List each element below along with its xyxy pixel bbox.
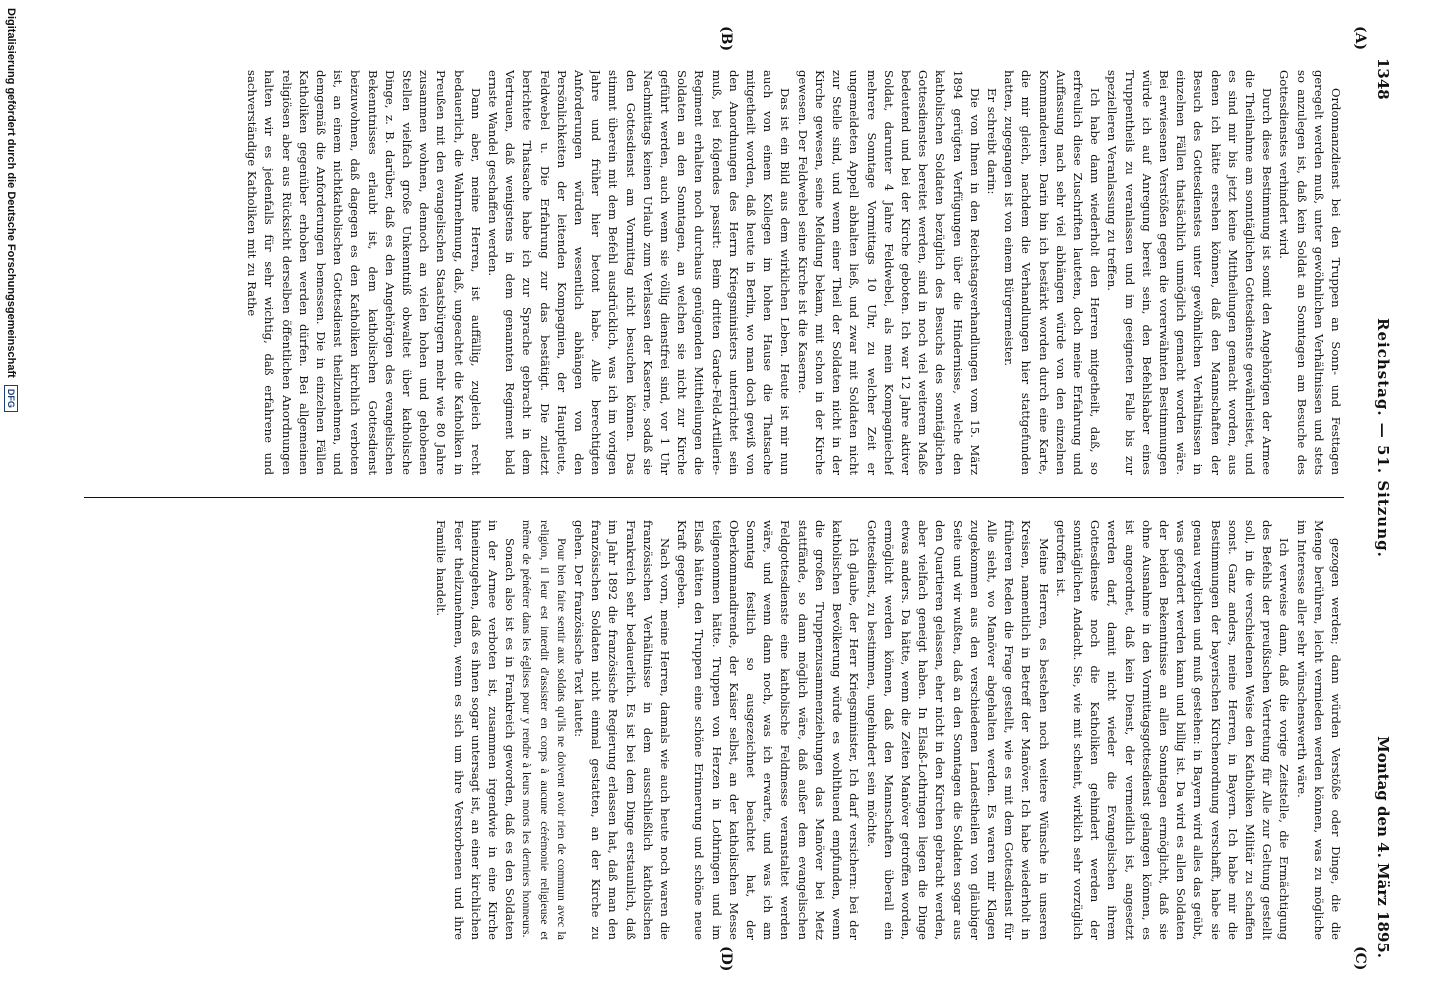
session-date: Montag den 4. März 1895. (1374, 736, 1392, 958)
margin-marker-b: (B) (718, 26, 734, 52)
column-divider (84, 497, 1344, 498)
margin-marker-c: (C) (1352, 946, 1368, 971)
margin-marker-a: (A) (1352, 26, 1368, 51)
paragraph: Die von Ihnen in den Reichstagsverhandlungen vom 15. März 1894 gerügten Verfügungen über die Hindernisse, welche den katholischen Soldaten bezüglich des Besuchs des sonntäglichen Gottesdienstes bereitet werden, sind in noch viel weiterem Maße bedeutend und bei der Kirche geboten. Ich war 12 Jahre aktiver Soldat, darunter 4 Jahre Feldwebel, als mein Kompagniechef mehrere Sonntage Vormittags 10 Uhr, zu welcher Zeit er ungemeldeten Appell abhalten ließ, und zwar mit Soldaten nicht zur Stelle sind, und wenn einer Theil der Soldaten nicht in der Kirche gewesen, seine Meldung bekam, mit schon in der Kirche gewesen. Der Feldwebel seine Kirche ist die Kaserne. (795, 70, 982, 475)
page-header (1366, 18, 1396, 982)
right-text-column (54, 520, 1344, 940)
paragraph: Ich habe dann wiederholt den Herren mitgetheilt, daß, so erfreulich diese Zuschriften lauteten, doch meine Erfahrung und Auffassung nach sehr viel abhängen würde von den einzelnen Kommandeuren. Darin bin ich bestärkt worden durch eine Karte, die mir gleich, nachdem die Verhandlungen hier stattgefunden hatten, zugegangen ist von einem Bürgermeister. (1002, 70, 1103, 475)
paragraph: Er schreibt darin: (984, 88, 999, 195)
paragraph: gezogen werden; dann würden Verstöße oder Dinge, die die Menge berühren, leicht vermieden werden können, was zu mögliche im Interesse aller sehr wünschenswerth wäre. (1294, 520, 1343, 940)
paragraph: Das ist ein Bild aus dem wirklichen Leben. Heute ist mir nun auch von einem Kollegen im hohen Hause die Thatsache mitgetheilt worden, daß heute in Berlin, wo man doch gewiß von den Anordnungen des Herrn Kriegsministers unterrichtet sein muß, bei folgendes passirt: Beim dritten Garde-Feld-Artillerie-Regiment erhalten noch durchaus genügenden Mittheilungen die Soldaten an den Sonntagen, an welchen sie nicht zur Kirche geführt werden, auch wenn sie völlig dienstfrei sind, vor 1 Uhr Nachmittags keinen Urlaub zum Verlassen der Kaserne, sodaß sie den Gottesdienst am Vormittag nicht besuchen können. Das stimmt überein mit dem Befehl ausdrücklich, was ich im vorigen Jahre und früher hier betont habe. Alle berechtigten Anforderungen würden wesentlich abhängen von den Persönlichkeiten der leitenden Kompagnien, der Hauptleute, Feldwebel u. Die Erfahrung zur das bestätigt. Die zuletzt berichtete Thatsache habe ich zur Sprache gebracht in dem Vertrauen, daß wenigstens in dem genannten Regiment bald ernste Wandel geschaffen werden. (486, 70, 793, 475)
paragraph: Ordonnanzdienst bei den Truppen an Sonn- und Festtagen geregelt werden muß, unter gewöhnlichen Verhältnissen und stets so anzulegen ist, daß kein Soldat an Sonntagen am Besuche des Gottesdienstes verhindert wird. (1277, 70, 1343, 475)
left-text-column (54, 70, 1344, 475)
session-title: Reichstag. — 51. Sitzung. (1374, 318, 1392, 558)
paragraph: Dann aber, meine Herren, ist auffällig, zugleich recht bedauerlich, die Wahrnehmung, daß, ungeachtet die Katholiken in Preußen mit den evangelischen Staatsbürgern mehr wie 80 Jahre zusammen wohnen, dennoch an vielen hohen und gehobenen Stellen vielfach große Unkenntniß obwaltet über katholische Dinge, z. B. darüber, daß es den Angehörigen des evangelischen Bekenntnisses erlaubt ist, dem katholischen Gottesdienst beizuwohnen, daß dagegen es den Katholiken kirchlich verboten ist, an einem nichtkatholischen Gottesdienst theilzunehmen, und demgemäß die Anforderungen bemessen. Die in einzelnen Fällen Katholiken gegenüber erhoben werden dürfen. Bei allgemeinen religiösen aber aus Rücksicht derselben öffentlichen Anordnungen halten wir es jedenfalls für sehr wichtig, daß erfahrene und sachverständige Katholiken mit zu Rathe (245, 70, 483, 475)
margin-marker-d: (D) (718, 946, 734, 972)
paragraph: Ich verweise dann, daß die vorige Zeitstelle, die Ermächtigung des Befehls der preußischen Vertretung für Alle zur Geltung gestellt soll, in die verschiedenen Weise den Katholiken Militär zu schaffen sonst. Ganz anders, meine Herren, in Bayern. Ich habe mir die Bestimmungen der bayerischen Kirchenordnung verschafft, habe sie genau verglichen und muß gestehen: in Bayern wird alles das geübt, was gefordert werden kann und billig ist. Da wird es allen Soldaten der beiden Bekenntnisse an allen Sonntagen ermöglicht, daß sie ohne Ausnahme in den Vormittagsgottesdienst gelangen können, es ist angeordnet, daß kein Dienst, der vermeidlich ist, angesetzt werden darf, damit nicht wieder die Evangelischen ihrem Gottesdienste noch die Katholiken gehindert werden der sonntäglichen Andacht. Sie, wie mit scheint, wirklich sehr vorzüglich getroffen ist. (1053, 520, 1292, 940)
page-number: 1348 (1374, 58, 1392, 100)
french-quotation: Pour bien faire sentir aux soldats qu'ils ne doivent avoir rien de commun avec la religion, il leur est interdit d'assister en corps à aucune cérémonie religieuse et même de pénétrer dans les églises pour y rendre à leurs morts les derniers honneurs. (520, 520, 569, 940)
paragraph: Sonach also ist es in Frankreich geworden, daß es den Soldaten in der Armee verboten ist, zusammen irgendwie in eine Kirche hineinzugehen, daß es ihnen sogar untersagt ist, an einer kirchlichen Feier theilzunehmen, wenn es sich um ihre Verstorbenen und ihre Familie handelt. (434, 520, 518, 940)
credit-text: Digitalisierung gefördert durch die Deutsche Forschungsgemeinschaft (5, 8, 17, 378)
dfg-logo-icon: DFG (4, 385, 18, 412)
digitization-credit (0, 0, 22, 1000)
paragraph: Nach vorn, meine Herren, damals wie auch heute noch waren die französischen Verhältnisse in dem ausschließlich katholischen Frankreich sehr bedauerlich. Es ist bei dem Dinge erstaunlich, daß im Jahr 1892 die französische Regierung erlassen hat, daß man den französischen Soldaten nicht einmal gestatten, an der Kirche zu gehen. Der französische Text lautet: (572, 520, 673, 940)
paragraph: Ich glaube, der Herr Kriegsminister, Ich darf versichern: bei der katholischen Bevölkerung würde es wohlthuend empfunden, wenn die großen Truppenzusammenziehungen das Manöver bei Metz stattfände, so dann möglich wäre, daß außer dem evangelischen Feldgottesdienste eine katholische Feldmesse veranstaltet werden wäre, und wenn dann noch, was ich erwarte, und was ich am Sonntag festlich so ausgezeichnet beachtet hat, der Oberkommandirende, der Kaiser selbst, an der katholischen Messe teilgenommen hätte. Truppen von Herzen in Lothringen und im Elsaß hätten den Truppen eine schöne Erinnerung und schöne neue Kraft gegeben. (675, 520, 862, 940)
paragraph: Durch diese Bestimmung ist somit den Angehörigen der Armee die Theilnahme am sonntäglichen Gottesdienste gewährleistet, und es sind mir bis jetzt keine Mittheilungen gemacht worden, aus denen ich hätte ersehen können, daß den Mannschaften der Besuch des Gottesdienstes unter gewöhnlichen Verhältnissen in einzelnen Fällen thatsächlich unmöglich gemacht worden wäre. Bei erwiesenen Verstößen gegen die vorerwähnten Bestimmungen würde ich auf Anregung bereit sein, den Befehlshaber eines Truppentheils zu veranlassen und im geeigneten Falle bis zur spezielleren Veranlassung zu treffen. (1105, 70, 1275, 475)
paragraph: Meine Herren, es bestehen noch weitere Wünsche in unseren Kreisen, namentlich in Betreff der Manöver. Ich habe wiederholt in früheren Reden die Frage gestellt, wie es mit dem Gottesdienst für Alle sieht, wo Manöver abgehalten werden. Es waren mir Klagen zugekommen aus den verschiedenen Landestheilen von gläubiger Seite und wir wußten, daß an den Sonntagen die Soldaten sogar aus den Quartieren gelassen, eher nicht in den Kirchen gebracht werden, aber vielfach geneigt haben. In Elsaß-Lothringen liegen die Dinge etwas anders. Da hätte, wenn die Zeiten Manöver getroffen worden, ermöglicht werden können, daß den Mannschaften überall ein Gottesdienst, zu bestimmen, ungehindert sein möchte. (864, 520, 1051, 940)
